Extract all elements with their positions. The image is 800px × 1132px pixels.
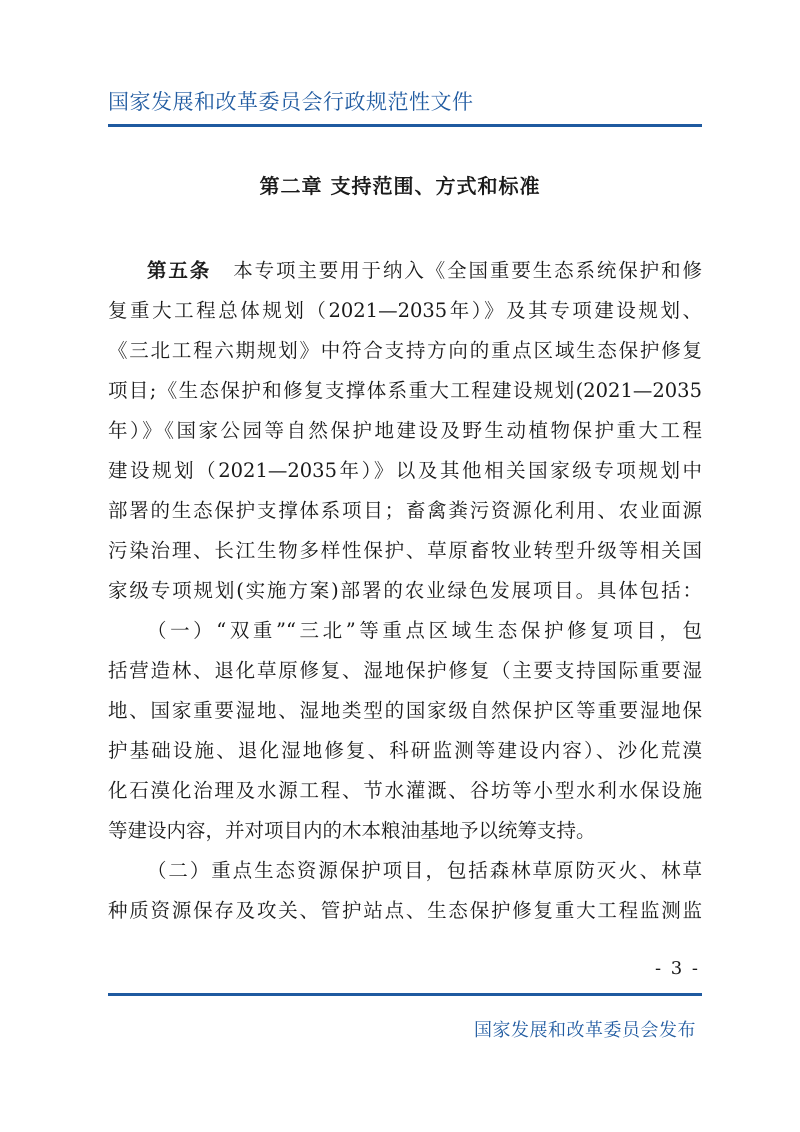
item-line: （二）重点生态资源保护项目，包括森林草原防灭火、林草 <box>147 859 702 882</box>
item-line: （一）“双重”“三北”等重点区域生态保护修复项目，包 <box>147 619 702 642</box>
header-rule <box>108 124 702 127</box>
item-line: 种质资源保存及攻关、管护站点、生态保护修复重大工程监测监 <box>108 899 702 922</box>
article-line: 建设规划（2021—2035年）》以及其他相关国家级专项规划中 <box>108 459 702 482</box>
article-line: 家级专项规划(实施方案)部署的农业绿色发展项目。具体包括： <box>108 579 702 602</box>
item-line: 括营造林、退化草原修复、湿地保护修复（主要支持国际重要湿 <box>108 659 702 682</box>
page-number: - 3 - <box>654 958 700 979</box>
item-line: 等建设内容，并对项目内的木本粮油基地予以统筹支持。 <box>108 819 596 842</box>
article-line <box>147 256 702 286</box>
article-line: 《三北工程六期规划》中符合支持方向的重点区域生态保护修复 <box>108 339 702 362</box>
article-line: 年）》《国家公园等自然保护地建设及野生动植物保护重大工程 <box>108 419 702 442</box>
article-line: 复重大工程总体规划（2021—2035年）》及其专项建设规划、 <box>108 299 702 322</box>
item-line: 化石漠化治理及水源工程、节水灌溉、谷坊等小型水利水保设施 <box>108 779 702 802</box>
chapter-title: 第二章 支持范围、方式和标准 <box>259 174 541 198</box>
article-line: 污染治理、长江生物多样性保护、草原畜牧业转型升级等相关国 <box>108 539 702 562</box>
footer-rule <box>108 993 702 996</box>
item-line: 护基础设施、退化湿地修复、科研监测等建设内容）、沙化荒漠 <box>108 739 702 762</box>
article-line-text: 本专项主要用于纳入《全国重要生态系统保护和修 <box>233 259 702 282</box>
header-title: 国家发展和改革委员会行政规范性文件 <box>108 90 474 114</box>
article-line: 项目;《生态保护和修复支撑体系重大工程建设规划(2021—2035 <box>108 379 702 402</box>
footer-publisher: 国家发展和改革委员会发布 <box>474 1020 696 1041</box>
article-label: 第五条 <box>147 259 212 282</box>
article-line: 部署的生态保护支撑体系项目；畜禽粪污资源化利用、农业面源 <box>108 499 702 522</box>
item-line: 地、国家重要湿地、湿地类型的国家级自然保护区等重要湿地保 <box>108 699 702 722</box>
